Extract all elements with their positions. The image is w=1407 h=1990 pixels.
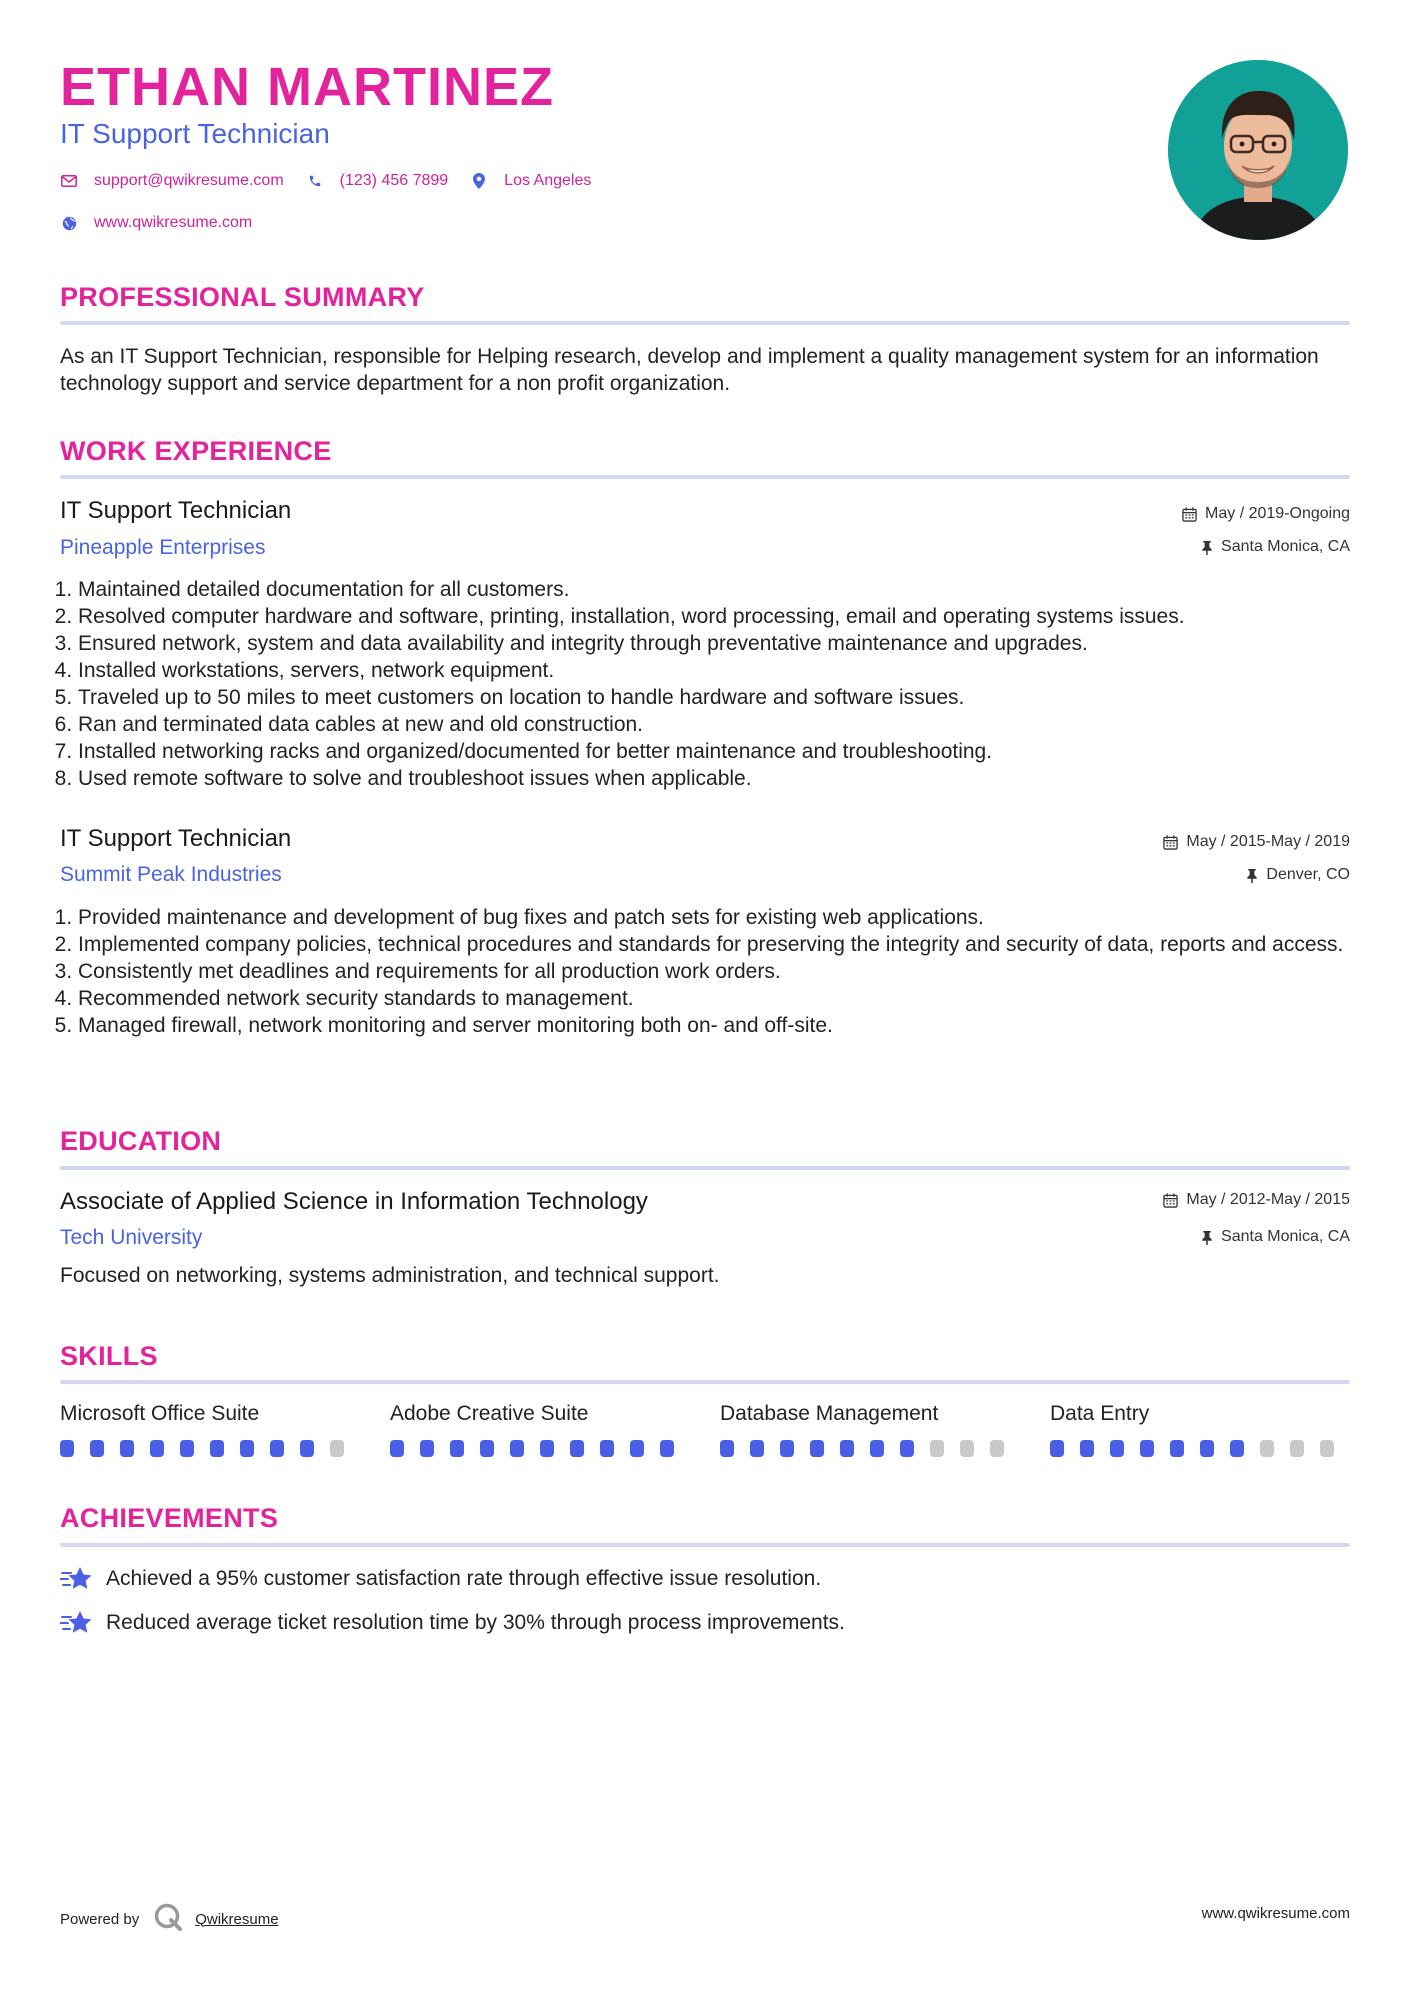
qwikresume-link[interactable]: Qwikresume <box>195 1910 279 1928</box>
star-icon <box>60 1564 94 1594</box>
summary-heading: PROFESSIONAL SUMMARY <box>60 282 425 312</box>
rating-dot-filled <box>810 1440 824 1457</box>
qwikresume-logo-icon <box>153 1902 183 1936</box>
education-description: Focused on networking, systems administration, and technical support. <box>60 1264 720 1287</box>
list-item: 3. Consistently met deadlines and requirements for all production work orders. <box>78 958 1368 985</box>
rating-dot-filled <box>390 1440 404 1457</box>
phone-text: (123) 456 7899 <box>339 172 449 189</box>
calendar-icon <box>1182 507 1197 522</box>
rating-dot-filled <box>60 1440 74 1457</box>
list-item: 5. Managed firewall, network monitoring and server monitoring both on- and off-site. <box>78 1012 1368 1039</box>
website-link[interactable]: www.qwikresume.com <box>94 214 253 231</box>
rating-dot-filled <box>780 1440 794 1457</box>
skill-item <box>390 1402 690 1457</box>
summary-text: As an IT Support Technician, responsible for Helping research, develop and implement a quality management system for an information technology support and service department for a non profit organization. <box>60 345 1319 395</box>
skill-rating <box>720 1440 1020 1457</box>
skill-item <box>720 1402 1020 1457</box>
skill-name: Adobe Creative Suite <box>390 1402 589 1425</box>
rating-dot-empty <box>990 1440 1004 1457</box>
rating-dot-filled <box>450 1440 464 1457</box>
list-item: 4. Installed workstations, servers, network equipment. <box>78 657 1368 684</box>
job-bullets <box>60 576 1368 792</box>
powered-by-label: Powered by <box>60 1910 140 1928</box>
achievement-text: Achieved a 95% customer satisfaction rate through effective issue resolution. <box>106 1567 822 1590</box>
pushpin-icon <box>1246 868 1258 883</box>
achievement-text: Reduced average ticket resolution time by 30% through process improvements. <box>106 1611 845 1634</box>
degree-title: Associate of Applied Science in Information Technology <box>60 1188 648 1215</box>
skill-item <box>60 1402 360 1457</box>
phone-icon <box>306 172 324 190</box>
skill-name: Microsoft Office Suite <box>60 1402 260 1425</box>
job-dates-text: May / 2019-Ongoing <box>1205 505 1350 522</box>
location-item <box>470 172 591 190</box>
rating-dot-empty <box>930 1440 944 1457</box>
rating-dot-filled <box>720 1440 734 1457</box>
pushpin-icon <box>1201 540 1213 555</box>
skill-item <box>1050 1402 1350 1457</box>
rating-dot-filled <box>1170 1440 1184 1457</box>
footer-website[interactable]: www.qwikresume.com <box>1201 1905 1350 1922</box>
list-item: 8. Used remote software to solve and troubleshoot issues when applicable. <box>78 765 1368 792</box>
rating-dot-filled <box>210 1440 224 1457</box>
rating-dot-filled <box>420 1440 434 1457</box>
email-link[interactable]: support@qwikresume.com <box>94 172 284 189</box>
job-location-text: Denver, CO <box>1266 866 1350 883</box>
achievements-heading: ACHIEVEMENTS <box>60 1503 279 1533</box>
contact-row-primary <box>60 172 613 190</box>
star-icon <box>60 1608 94 1638</box>
section-divider <box>60 475 1350 479</box>
job-bullets <box>60 904 1368 1039</box>
education-dates-text: May / 2012-May / 2015 <box>1186 1191 1350 1208</box>
rating-dot-filled <box>1200 1440 1214 1457</box>
rating-dot-filled <box>660 1440 674 1457</box>
calendar-icon <box>1163 1193 1178 1208</box>
rating-dot-filled <box>1140 1440 1154 1457</box>
list-item: 3. Ensured network, system and data availability and integrity through preventative maintenance and upgrades. <box>78 630 1368 657</box>
list-item: 4. Recommended network security standards to management. <box>78 985 1368 1012</box>
education-heading: EDUCATION <box>60 1126 222 1156</box>
map-pin-icon <box>470 172 488 190</box>
achievement-item <box>60 1564 821 1594</box>
job-dates <box>1182 505 1350 523</box>
rating-dot-empty <box>1260 1440 1274 1457</box>
job-company: Pineapple Enterprises <box>60 536 266 559</box>
list-item: 1. Maintained detailed documentation for all customers. <box>78 576 1368 603</box>
rating-dot-filled <box>180 1440 194 1457</box>
education-location <box>1201 1228 1350 1246</box>
job-role: IT Support Technician <box>60 497 292 524</box>
skill-rating <box>390 1440 690 1457</box>
rating-dot-empty <box>330 1440 344 1457</box>
rating-dot-filled <box>480 1440 494 1457</box>
rating-dot-filled <box>120 1440 134 1457</box>
experience-heading: WORK EXPERIENCE <box>60 436 332 466</box>
rating-dot-empty <box>1320 1440 1334 1457</box>
rating-dot-filled <box>1230 1440 1244 1457</box>
rating-dot-filled <box>570 1440 584 1457</box>
website-item[interactable] <box>60 214 252 232</box>
rating-dot-filled <box>600 1440 614 1457</box>
job-dates-text: May / 2015-May / 2019 <box>1186 833 1350 850</box>
rating-dot-filled <box>240 1440 254 1457</box>
rating-dot-filled <box>750 1440 764 1457</box>
phone-item[interactable] <box>306 172 449 190</box>
job-location <box>1201 538 1350 556</box>
rating-dot-filled <box>300 1440 314 1457</box>
rating-dot-filled <box>900 1440 914 1457</box>
rating-dot-filled <box>1110 1440 1124 1457</box>
pushpin-icon <box>1201 1230 1213 1245</box>
skills-heading: SKILLS <box>60 1341 158 1371</box>
skill-rating <box>1050 1440 1350 1457</box>
rating-dot-filled <box>870 1440 884 1457</box>
candidate-title: IT Support Technician <box>60 118 330 149</box>
section-divider <box>60 321 1350 325</box>
globe-icon <box>60 214 78 232</box>
list-item: 1. Provided maintenance and development of bug fixes and patch sets for existing web applications. <box>78 904 1368 931</box>
job-location-text: Santa Monica, CA <box>1221 538 1350 555</box>
rating-dot-filled <box>540 1440 554 1457</box>
education-dates <box>1163 1191 1350 1209</box>
rating-dot-filled <box>630 1440 644 1457</box>
rating-dot-empty <box>960 1440 974 1457</box>
footer-powered-by <box>60 1902 279 1936</box>
rating-dot-filled <box>270 1440 284 1457</box>
rating-dot-empty <box>1290 1440 1304 1457</box>
rating-dot-filled <box>1050 1440 1064 1457</box>
rating-dot-filled <box>90 1440 104 1457</box>
section-divider <box>60 1543 1350 1547</box>
skill-name: Database Management <box>720 1402 939 1425</box>
education-location-text: Santa Monica, CA <box>1221 1228 1350 1245</box>
contact-row-secondary <box>60 214 274 232</box>
section-divider <box>60 1380 1350 1384</box>
school-name: Tech University <box>60 1226 203 1249</box>
list-item: 2. Implemented company policies, technical procedures and standards for preserving the integrity and security of data, reports and access. <box>78 931 1368 958</box>
achievement-item <box>60 1608 845 1638</box>
rating-dot-filled <box>840 1440 854 1457</box>
job-location <box>1246 866 1350 884</box>
rating-dot-filled <box>150 1440 164 1457</box>
calendar-icon <box>1163 835 1178 850</box>
envelope-icon <box>60 172 78 190</box>
skill-rating <box>60 1440 360 1457</box>
list-item: 6. Ran and terminated data cables at new and old construction. <box>78 711 1368 738</box>
profile-photo <box>1168 60 1348 240</box>
candidate-name: ETHAN MARTINEZ <box>60 57 554 117</box>
list-item: 2. Resolved computer hardware and software, printing, installation, word processing, email and operating systems issues. <box>78 603 1368 630</box>
list-item: 7. Installed networking racks and organized/documented for better maintenance and troubleshooting. <box>78 738 1368 765</box>
job-company: Summit Peak Industries <box>60 863 282 886</box>
skill-name: Data Entry <box>1050 1402 1150 1425</box>
location-text: Los Angeles <box>504 172 592 189</box>
rating-dot-filled <box>510 1440 524 1457</box>
email-item[interactable] <box>60 172 284 190</box>
section-divider <box>60 1166 1350 1170</box>
rating-dot-filled <box>1080 1440 1094 1457</box>
job-role: IT Support Technician <box>60 825 292 852</box>
job-dates <box>1163 833 1350 851</box>
list-item: 5. Traveled up to 50 miles to meet customers on location to handle hardware and software issues. <box>78 684 1368 711</box>
